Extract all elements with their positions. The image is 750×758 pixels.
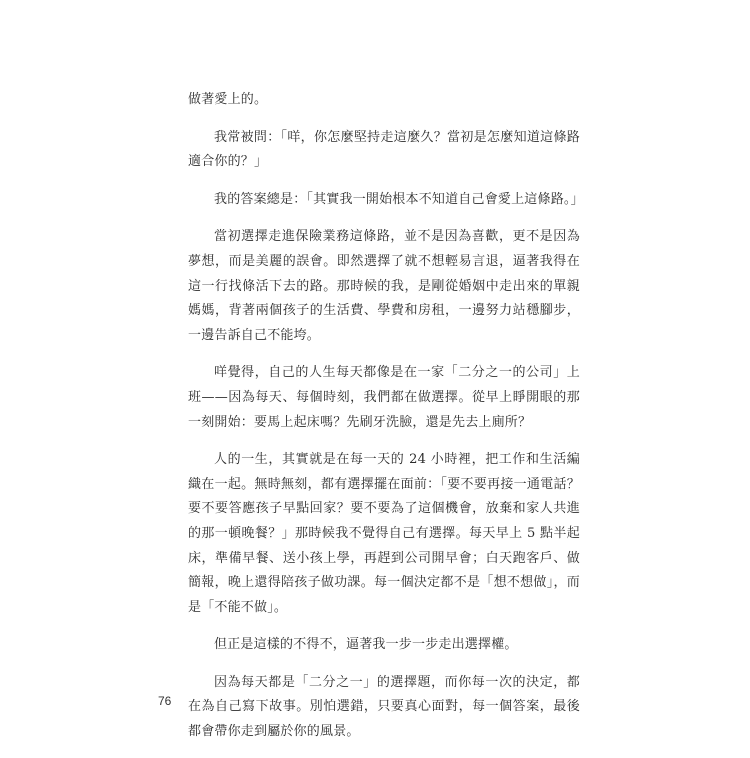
paragraph-3: 我的答案總是：「其實我一開始根本不知道自己會愛上這條路。」 <box>214 191 584 207</box>
paragraph-8: 因為每天都是「二分之一」的選擇題，而你每一次的決定，都在為自己寫下故事。別怕選錯，只要真心面對，每一個答案，最後都會帶你走到屬於你的風景。 <box>188 674 580 740</box>
body-text <box>188 88 584 758</box>
paragraph-5: 咩覺得，自己的人生每天都像是在一家「二分之一的公司」上班——因為每天、每個時刻，我們都在做選擇。從早上睜開眼的那一刻開始：要馬上起床嗎？先刷牙洗臉，還是先去上廁所？ <box>188 365 580 430</box>
paragraph-6: 人的一生，其實就是在每一天的 24 小時裡，把工作和生活編織在一起。無時無刻，都有選擇擺在面前：「要不要再接一通電話？要不要答應孩子早點回家？要不要為了這個機會，放棄和家人共進的那一頓晚餐？」那時候我不覺得自己有選擇。每天早上 5 點半起床，準備早餐、送小孩上學，再趕到公司開早會；白天跑客戶、做簡報，晚上還得陪孩子做功課。每一個決定都不是「想不想做」，而是「不能不做」。 <box>188 452 580 615</box>
paragraph-1: 做著愛上的。 <box>188 92 268 107</box>
paragraph-2: 我常被問：「咩，你怎麼堅持走這麼久？當初是怎麼知道這條路適合你的？」 <box>188 129 580 170</box>
page-number: 76 <box>158 694 172 708</box>
paragraph-4: 當初選擇走進保險業務這條路，並不是因為喜歡，更不是因為夢想，而是美麗的誤會。即然選擇了就不想輕易言退，逼著我得在這一行找條活下去的路。那時候的我，是剛從婚姻中走出來的單親媽媽，背著兩個孩子的生活費、學費和房租，一邊努力站穩腳步，一邊告訴自己不能垮。 <box>188 229 580 343</box>
paragraph-7: 但正是這樣的不得不，逼著我一步一步走出選擇權。 <box>214 637 518 653</box>
